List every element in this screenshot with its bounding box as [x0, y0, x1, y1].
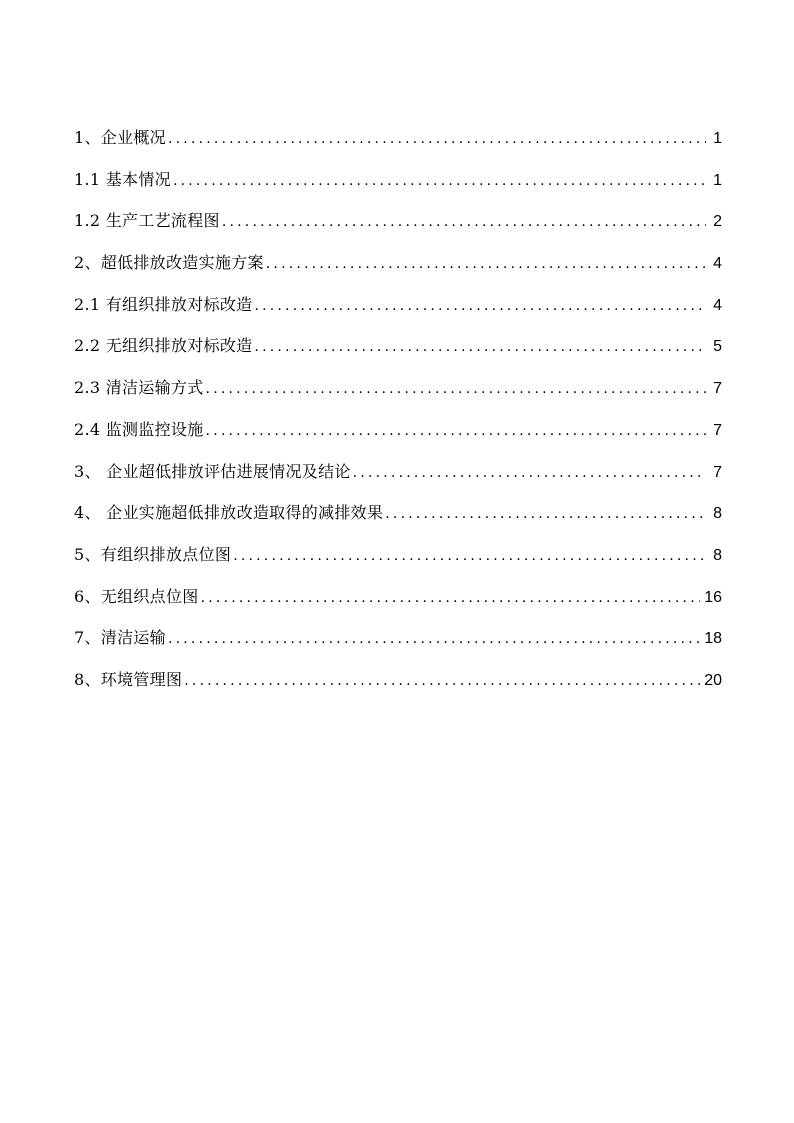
toc-dot-leader — [254, 333, 706, 361]
toc-entry-title: 6、无组织点位图 — [74, 586, 199, 606]
toc-entry-8[interactable] — [74, 666, 722, 708]
toc-entry-7[interactable] — [74, 624, 722, 666]
toc-entry-title: 1、企业概况 — [74, 128, 166, 147]
toc-dot-leader — [184, 667, 700, 695]
toc-page-number: 7 — [713, 380, 722, 398]
toc-dot-leader — [353, 459, 706, 487]
toc-page-number: 18 — [704, 630, 722, 648]
toc-dot-leader — [254, 292, 706, 320]
toc-entry-6[interactable] — [74, 583, 722, 625]
toc-dot-leader — [266, 250, 706, 278]
toc-dot-leader — [168, 125, 706, 153]
toc-entry-title: 1.1 基本情况 — [74, 169, 171, 189]
toc-dot-leader — [206, 375, 706, 403]
toc-page-number: 1 — [713, 171, 722, 189]
toc-page-number: 20 — [704, 671, 722, 689]
toc-dot-leader — [385, 500, 706, 528]
toc-page-number: 7 — [713, 463, 722, 481]
toc-entry-title: 2、超低排放改造实施方案 — [74, 253, 264, 273]
toc-page-number: 4 — [713, 255, 722, 273]
toc-dot-leader — [233, 542, 706, 570]
toc-entry-title: 1.2 生产工艺流程图 — [74, 211, 220, 231]
toc-page-number: 2 — [713, 213, 722, 231]
toc-entry-title: 2.1 有组织排放对标改造 — [74, 294, 253, 314]
toc-entry-1[interactable] — [74, 124, 722, 166]
toc-entry-2-1[interactable] — [74, 291, 722, 333]
toc-entry-2-4[interactable] — [74, 416, 722, 458]
toc-entry-title: 4、 企业实施超低排放改造取得的减排效果 — [74, 503, 384, 523]
toc-entry-title: 2.3 清洁运输方式 — [74, 378, 204, 398]
toc-entry-title: 3、 企业超低排放评估进展情况及结论 — [74, 461, 351, 481]
toc-page-number: 1 — [713, 130, 722, 147]
toc-page-number: 4 — [713, 296, 722, 314]
toc-dot-leader — [173, 167, 706, 195]
toc-entry-title: 5、有组织排放点位图 — [74, 544, 232, 564]
toc-entry-title: 8、环境管理图 — [74, 669, 183, 689]
toc-dot-leader — [222, 208, 706, 236]
toc-entry-title: 7、清洁运输 — [74, 628, 166, 648]
toc-entry-2[interactable] — [74, 249, 722, 291]
toc-entry-4[interactable] — [74, 499, 722, 541]
toc-page-number: 8 — [713, 546, 722, 564]
toc-entry-2-3[interactable] — [74, 374, 722, 416]
toc-dot-leader — [206, 417, 706, 445]
toc-page-number: 7 — [713, 421, 722, 439]
toc-entry-1-2[interactable] — [74, 207, 722, 249]
toc-entry-5[interactable] — [74, 541, 722, 583]
toc-dot-leader — [201, 584, 701, 612]
toc-page-number: 16 — [704, 588, 722, 606]
toc-page-number: 5 — [713, 338, 722, 356]
toc-dot-leader — [168, 625, 700, 653]
toc-entry-2-2[interactable] — [74, 332, 722, 374]
toc-entry-title: 2.2 无组织排放对标改造 — [74, 336, 253, 356]
toc-entry-1-1[interactable] — [74, 166, 722, 208]
toc-entry-title: 2.4 监测监控设施 — [74, 419, 204, 439]
table-of-contents — [74, 124, 722, 708]
toc-entry-3[interactable] — [74, 458, 722, 500]
toc-page-number: 8 — [713, 505, 722, 523]
